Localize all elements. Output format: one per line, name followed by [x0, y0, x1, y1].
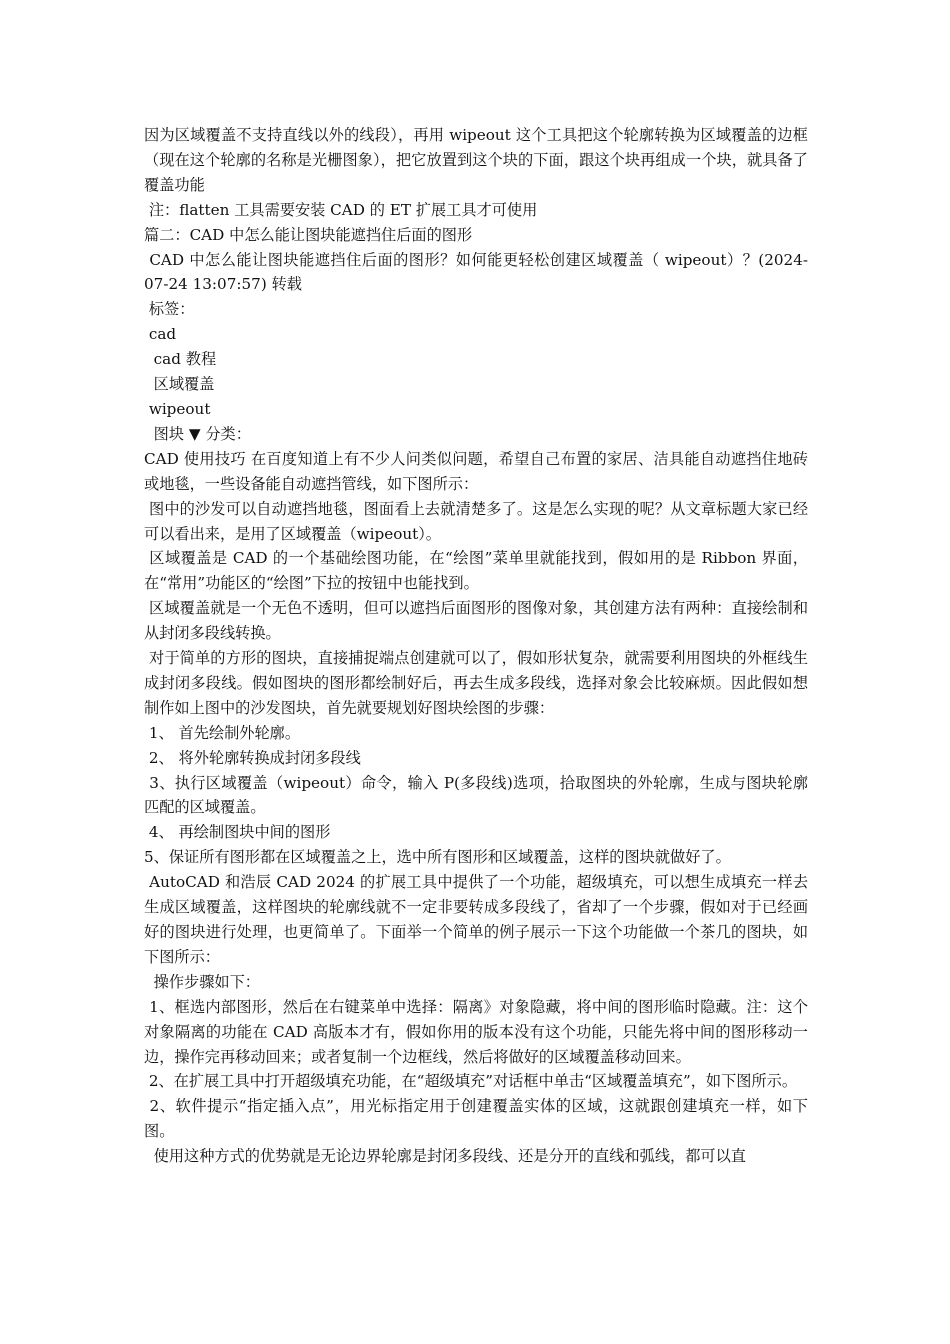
section-heading: 篇二：CAD 中怎么能让图块能遮挡住后面的图形	[144, 225, 473, 244]
tag-item: cad 教程	[144, 350, 217, 369]
paragraph: CAD 使用技巧 在百度知道上有不少人问类似问题，希望自己布置的家居、洁具能自动遮挡住地砖或地毯，一些设备能自动遮挡管线，如下图所示：	[144, 449, 808, 493]
tag-item: wipeout	[144, 399, 211, 418]
paragraph: 对于简单的方形的图块，直接捕捉端点创建就可以了，假如形状复杂，就需要利用图块的外框线生成封闭多段线。假如图块的图形都绘制好后，再去生成多段线，选择对象会比较麻烦。因此假如想制作如上图中的沙发图块，首先就要规划好图块绘图的步骤：	[144, 649, 809, 717]
step-item: 5、保证所有图形都在区域覆盖之上，选中所有图形和区域覆盖，这样的图块就做好了。	[144, 848, 731, 867]
category-line: 图块 ▼ 分类：	[144, 424, 251, 443]
tag-item: 区域覆盖	[144, 375, 215, 394]
paragraph: 区域覆盖是 CAD 的一个基础绘图功能，在“绘图”菜单里就能找到，假如用的是 Ribbon 界面，在“常用”功能区的“绘图”下拉的按钮中也能找到。	[144, 549, 808, 593]
paragraph: CAD 中怎么能让图块能遮挡住后面的图形？如何能更轻松创建区域覆盖（ wipeout）？(2024-07-24 13:07:57) 转载	[144, 250, 808, 294]
step-item: 4、 再绘制图块中间的图形	[144, 823, 331, 842]
paragraph: 因为区域覆盖不支持直线以外的线段），再用 wipeout 这个工具把这个轮廓转换为区域覆盖的边框（现在这个轮廓的名称是光栅图象），把它放置到这个块的下面，跟这个块再组成一个块，就具备了覆盖功能	[144, 126, 808, 194]
step-item: 2、 将外轮廓转换成封闭多段线	[144, 748, 361, 767]
document-body	[144, 123, 808, 1169]
paragraph: 区域覆盖就是一个无色不透明，但可以遮挡后面图形的图像对象，其创建方法有两种：直接绘制和从封闭多段线转换。	[144, 599, 809, 643]
paragraph: AutoCAD 和浩辰 CAD 2024 的扩展工具中提供了一个功能，超级填充，可以想生成填充一样去生成区域覆盖，这样图块的轮廓线就不一定非要转成多段线了，省却了一个步骤，假如对于已经画好的图块进行处理，也更简单了。下面举一个简单的例子展示一下这个功能做一个茶几的图块，如下图所示：	[144, 873, 809, 966]
step-item: 2、在扩展工具中打开超级填充功能，在“超级填充”对话框中单击“区域覆盖填充”，如下图所示。	[144, 1072, 798, 1091]
tag-item: cad	[144, 325, 177, 344]
step-item: 2、软件提示“指定插入点”，用光标指定用于创建覆盖实体的区域，这就跟创建填充一样，如下图。	[144, 1097, 808, 1141]
paragraph: 使用这种方式的优势就是无论边界轮廓是封闭多段线、还是分开的直线和弧线，都可以直	[144, 1147, 746, 1166]
paragraph: 操作步骤如下：	[144, 972, 260, 991]
step-item: 1、 首先绘制外轮廓。	[144, 723, 301, 742]
step-item: 3、执行区域覆盖（wipeout）命令，输入 P(多段线)选项，拾取图块的外轮廓，生成与图块轮廓匹配的区域覆盖。	[144, 773, 809, 817]
tags-label: 标签：	[144, 300, 195, 319]
paragraph: 注：flatten 工具需要安装 CAD 的 ET 扩展工具才可使用	[144, 200, 538, 219]
paragraph: 图中的沙发可以自动遮挡地毯，图面看上去就清楚多了。这是怎么实现的呢？从文章标题大家已经可以看出来，是用了区域覆盖（wipeout）。	[144, 499, 809, 543]
step-item: 1、框选内部图形，然后在右键菜单中选择：隔离》对象隐藏，将中间的图形临时隐藏。注：这个对象隔离的功能在 CAD 高版本才有，假如你用的版本没有这个功能，只能先将中间的图形移动一边，操作完再移动回来；或者复制一个边框线，然后将做好的区域覆盖移动回来。	[144, 997, 809, 1066]
